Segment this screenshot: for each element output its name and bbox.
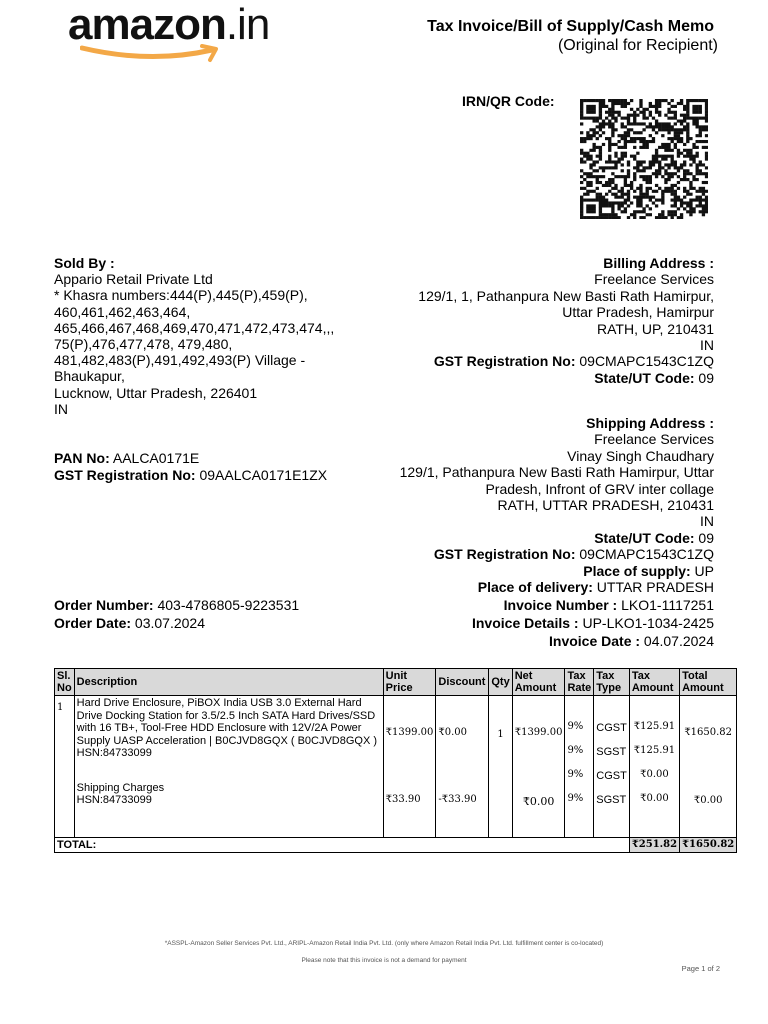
shipping-description: Shipping Charges bbox=[76, 781, 165, 794]
irn-qr-label: IRN/QR Code: bbox=[462, 93, 555, 109]
invoice-details-value: UP-LKO1-1034-2425 bbox=[582, 615, 714, 631]
billing-gst-value: 09CMAPC1543C1ZQ bbox=[579, 353, 714, 370]
col-qty: Qty bbox=[489, 669, 512, 696]
shipping-gst-label: GST Registration No: bbox=[433, 546, 576, 563]
billing-address-block bbox=[354, 255, 714, 386]
item-tax1-type: CGST bbox=[596, 722, 627, 734]
item-unit-price: ₹1399.00 bbox=[385, 727, 434, 738]
shipping-heading: Shipping Address : bbox=[586, 415, 714, 431]
shipping-tax1-type: CGST bbox=[596, 770, 627, 782]
seller-block bbox=[54, 255, 364, 417]
shipping-line: RATH, UTTAR PRADESH, 210431 bbox=[497, 497, 714, 514]
item-hsn: HSN:84733099 bbox=[76, 747, 152, 759]
item-tax1-rate: 9% bbox=[567, 721, 584, 732]
seller-tax-ids bbox=[54, 450, 327, 484]
invoice-details-label: Invoice Details : bbox=[471, 615, 579, 631]
pan-label: PAN No: bbox=[54, 450, 110, 466]
shipping-line: Freelance Services bbox=[594, 431, 714, 448]
shipping-tax1-amount: ₹0.00 bbox=[640, 769, 669, 780]
shipping-line: Vinay Singh Chaudhary bbox=[567, 447, 714, 464]
shipping-line: IN bbox=[700, 513, 714, 530]
invoice-subtitle: (Original for Recipient) bbox=[557, 37, 718, 54]
item-net-amount: ₹1399.00 bbox=[514, 727, 563, 738]
shipping-tax2-type: SGST bbox=[596, 794, 627, 806]
shipping-net-amount: ₹0.00 bbox=[522, 795, 555, 808]
shipping-tax1-rate: 9% bbox=[567, 769, 584, 780]
item-discount: ₹0.00 bbox=[438, 727, 468, 738]
shipping-tax2-amount: ₹0.00 bbox=[640, 793, 669, 804]
col-total-amount: Total Amount bbox=[680, 669, 737, 696]
billing-heading: Billing Address : bbox=[603, 255, 714, 271]
footer-payment-note: Please note that this invoice is not a demand for payment bbox=[301, 957, 467, 964]
place-of-delivery-label: Place of delivery: bbox=[477, 579, 593, 596]
order-number-value: 403-4786805-9223531 bbox=[157, 597, 300, 613]
unit-price-cell bbox=[383, 696, 436, 838]
place-of-supply-label: Place of supply: bbox=[583, 562, 691, 579]
grand-total: ₹1650.82 bbox=[680, 838, 737, 853]
shipping-state-label: State/UT Code: bbox=[594, 529, 695, 546]
tax-rate-cell bbox=[565, 696, 594, 838]
shipping-gst-value: 09CMAPC1543C1ZQ bbox=[579, 546, 714, 563]
place-of-supply-value: UP bbox=[694, 562, 714, 579]
col-tax-amount: Tax Amount bbox=[629, 669, 679, 696]
col-unit-price: Unit Price bbox=[383, 669, 436, 696]
shipping-tax2-rate: 9% bbox=[567, 793, 584, 804]
seller-address-line: 465,466,467,468,469,470,471,472,473,474,,, bbox=[54, 319, 335, 336]
seller-gst-label: GST Registration No: bbox=[54, 467, 196, 483]
table-header-row bbox=[55, 669, 737, 696]
smile-arrow-icon bbox=[80, 44, 230, 64]
qty-cell bbox=[489, 696, 512, 838]
footer-note: *ASSPL-Amazon Seller Services Pvt. Ltd., ARIPL-Amazon Retail India Pvt. Ltd. (only where Amazon Retail India Pvt. Ltd. fulfillment center is co-located) bbox=[164, 940, 604, 947]
billing-line: RATH, UP, 210431 bbox=[597, 320, 714, 337]
billing-state-value: 09 bbox=[698, 369, 714, 386]
col-tax-type: Tax Type bbox=[594, 669, 630, 696]
billing-state-label: State/UT Code: bbox=[594, 369, 695, 386]
item-total: ₹1650.82 bbox=[684, 727, 733, 738]
col-net-amount: Net Amount bbox=[512, 669, 565, 696]
tax-amount-cell bbox=[629, 696, 679, 838]
seller-address-line: IN bbox=[54, 400, 68, 417]
col-discount: Discount bbox=[436, 669, 489, 696]
order-date-value: 03.07.2024 bbox=[134, 615, 205, 631]
shipping-line: 129/1, Pathanpura New Basti Rath Hamirpur, Uttar bbox=[399, 464, 714, 481]
table-row bbox=[55, 696, 737, 838]
invoice-title: Tax Invoice/Bill of Supply/Cash Memo bbox=[427, 18, 714, 35]
item-tax1-amount: ₹125.91 bbox=[633, 721, 676, 732]
seller-address-line: 75(P),476,477,478, 479,480, bbox=[54, 336, 233, 353]
invoice-info bbox=[354, 596, 714, 650]
seller-address-line: Bhaukapur, bbox=[54, 368, 125, 385]
seller-address-line: * Khasra numbers:444(P),445(P),459(P), bbox=[54, 287, 308, 304]
order-info bbox=[54, 596, 299, 632]
invoice-items-table bbox=[54, 668, 737, 853]
seller-address-line: 460,461,462,463,464, bbox=[54, 303, 191, 320]
order-date-label: Order Date: bbox=[54, 615, 132, 631]
col-description: Description bbox=[74, 669, 383, 696]
total-label: TOTAL: bbox=[55, 838, 630, 853]
page-number: Page 1 of 2 bbox=[681, 964, 720, 973]
item-qty: 1 bbox=[497, 729, 504, 740]
billing-gst-label: GST Registration No: bbox=[433, 353, 576, 370]
seller-address-line: Lucknow, Uttar Pradesh, 226401 bbox=[54, 384, 258, 401]
billing-line: IN bbox=[700, 337, 714, 354]
total-amount-cell bbox=[680, 696, 737, 838]
qr-code-icon bbox=[580, 99, 708, 219]
shipping-total: ₹0.00 bbox=[693, 795, 723, 806]
tax-type-cell bbox=[594, 696, 630, 838]
shipping-unit-price: ₹33.90 bbox=[385, 794, 421, 805]
item-tax2-amount: ₹125.91 bbox=[633, 745, 676, 756]
logo-text: amazon.in bbox=[68, 0, 270, 49]
col-sl: Sl. No bbox=[55, 669, 75, 696]
discount-cell bbox=[436, 696, 489, 838]
seller-gst-value: 09AALCA0171E1ZX bbox=[199, 467, 328, 483]
amazon-logo bbox=[60, 2, 310, 62]
shipping-address-block bbox=[334, 415, 714, 595]
shipping-discount: -₹33.90 bbox=[438, 794, 477, 805]
billing-line: Uttar Pradesh, Hamirpur bbox=[562, 304, 714, 321]
item-description-cell bbox=[74, 696, 383, 838]
shipping-state-value: 09 bbox=[698, 529, 714, 546]
order-number-label: Order Number: bbox=[54, 597, 154, 613]
table-total-row bbox=[55, 838, 737, 853]
total-tax: ₹251.82 bbox=[629, 838, 679, 853]
invoice-date-label: Invoice Date : bbox=[549, 633, 641, 649]
item-description: Hard Drive Enclosure, PiBOX India USB 3.0 External Hard Drive Docking Station for 3.5/2.5 Inch SATA Hard Drives/SSD with 16 TB+, Tool-Free HDD Enclosure with 12V/2A Power Supply UASP Acceleration | B0CJVD8GQX ( B0CJVD8GQX ) bbox=[76, 697, 378, 747]
billing-line: Freelance Services bbox=[594, 271, 714, 288]
shipping-line: Pradesh, Infront of GRV inter collage bbox=[485, 480, 714, 497]
net-amount-cell bbox=[512, 696, 565, 838]
shipping-hsn: HSN:84733099 bbox=[76, 794, 152, 806]
seller-heading: Sold By : bbox=[54, 255, 115, 271]
invoice-number-value: LKO1-1117251 bbox=[621, 597, 714, 613]
pan-value: AALCA0171E bbox=[112, 450, 200, 466]
seller-address-line: 481,482,483(P),491,492,493(P) Village - bbox=[54, 352, 306, 369]
item-tax2-type: SGST bbox=[596, 746, 627, 758]
place-of-delivery-value: UTTAR PRADESH bbox=[596, 579, 714, 596]
invoice-date-value: 04.07.2024 bbox=[643, 633, 714, 649]
item-sl: 1 bbox=[55, 696, 75, 838]
item-tax2-rate: 9% bbox=[567, 745, 584, 756]
invoice-number-label: Invoice Number : bbox=[503, 597, 618, 613]
billing-line: 129/1, 1, Pathanpura New Basti Rath Hamirpur, bbox=[418, 287, 714, 304]
seller-name: Appario Retail Private Ltd bbox=[54, 271, 213, 288]
col-tax-rate: Tax Rate bbox=[565, 669, 594, 696]
